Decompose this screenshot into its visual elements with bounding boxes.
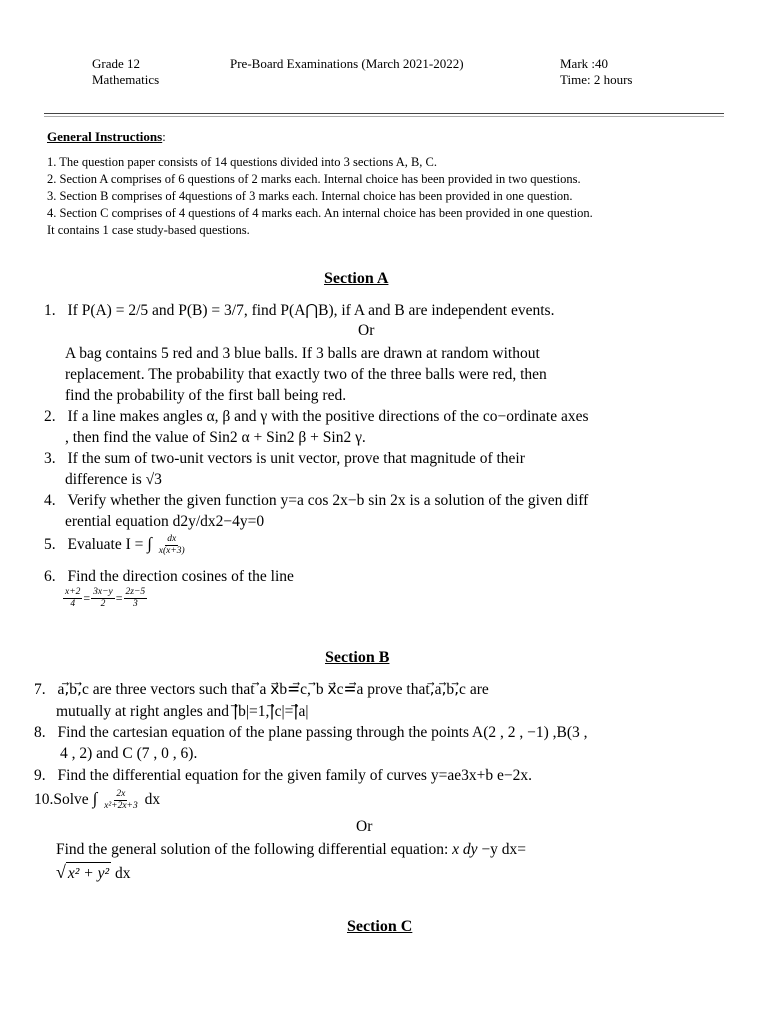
math-expression: x dy [452, 841, 478, 858]
instruction-item: 2. Section A comprises of 6 questions of 2 marks each. Internal choice has been provided in two questions. [47, 172, 581, 186]
question-8 [34, 722, 588, 743]
question-text: If P(A) = 2/5 and P(B) = 3/7, find P(A⋂B), if A and B are independent events. [67, 302, 555, 319]
instructions-heading [47, 128, 166, 146]
question-number: 6. [44, 568, 56, 585]
question-text: Find the differential equation for the given family of curves y=ae3x+b e−2x. [57, 767, 532, 784]
equals-sign: = [115, 591, 123, 606]
question-4 [44, 490, 588, 511]
grade-label: Grade 12 [92, 56, 141, 71]
question-text: a,⃗b,⃗c are three vectors such that ⃗a x⃗b=⃗c, ⃗b x⃗c=⃗a prove that,⃗a,⃗b,⃗c are [57, 681, 489, 698]
denominator: 2 [100, 599, 106, 609]
integral-symbol: ∫ [92, 789, 98, 808]
question-7 [34, 679, 489, 700]
question-1-alt-line: replacement. The probability that exactly two of the three balls were red, then [65, 366, 547, 383]
fraction [91, 587, 115, 610]
question-7-continued: mutually at right angles and |⃗b|=1,|⃗c|=|⃗a| [56, 703, 309, 720]
question-4-continued: erential equation d2y/dx2−4y=0 [65, 513, 265, 530]
numerator: 2x [116, 788, 126, 799]
denominator: x²+2x+3 [104, 800, 138, 811]
numerator: 3x−y [93, 587, 113, 597]
question-number: 4. [44, 492, 56, 509]
question-number: 10. [34, 791, 54, 808]
question-number: 5. [44, 536, 56, 553]
denominator: x(x+3) [158, 545, 185, 556]
question-8-continued: 4 , 2) and C (7 , 0 , 6). [60, 745, 198, 762]
instructions-title: General Instructions [47, 129, 163, 144]
question-10 [34, 788, 160, 812]
header-divider [44, 113, 724, 114]
question-text-tail: dx [111, 865, 131, 882]
integral-symbol: ∫ [147, 534, 152, 553]
question-1 [44, 300, 554, 321]
fraction [63, 587, 82, 610]
instruction-item: 1. The question paper consists of 14 questions divided into 3 sections A, B, C. [47, 155, 438, 169]
question-text: Find the direction cosines of the line [67, 568, 294, 585]
line-equation [62, 587, 148, 610]
sqrt-icon: √ [56, 862, 66, 882]
question-number: 1. [44, 302, 56, 319]
mark-label: Mark :40 [560, 56, 609, 71]
question-text: Verify whether the given function y=a cos 2x−b sin 2x is a solution of the given diff [67, 492, 589, 509]
question-3 [44, 448, 525, 469]
question-number: 8. [34, 724, 46, 741]
question-number: 3. [44, 450, 56, 467]
question-6 [44, 566, 294, 587]
subject-label: Mathematics [92, 72, 160, 87]
equals-sign: = [83, 591, 91, 606]
section-b-title: Section B [325, 649, 390, 666]
exam-title: Pre-Board Examinations (March 2021-2022) [230, 56, 464, 71]
question-text: If the sum of two-unit vectors is unit vector, prove that magnitude of their [67, 450, 525, 467]
question-1-alt-line: A bag contains 5 red and 3 blue balls. If 3 balls are drawn at random without [65, 345, 540, 362]
or-separator: Or [356, 818, 373, 835]
question-2-continued: , then find the value of Sin2 α + Sin2 β + Sin2 γ. [65, 429, 366, 446]
question-text: Find the cartesian equation of the plane passing through the points A(2 , 2 , −1) ,B(3 , [57, 724, 588, 741]
question-5 [44, 533, 188, 557]
question-text: If a line makes angles α, β and γ with the positive directions of the co−ordinate axes [67, 408, 589, 425]
or-separator: Or [358, 322, 375, 339]
question-2 [44, 406, 589, 427]
denominator: 3 [132, 599, 138, 609]
section-c-title: Section C [347, 918, 413, 935]
question-text: Find the general solution of the following differential equation: [56, 841, 453, 858]
question-3-continued: difference is √3 [65, 471, 162, 488]
question-text-tail: dx [140, 791, 161, 808]
question-1-alt-line: find the probability of the first ball being red. [65, 387, 347, 404]
question-number: 2. [44, 408, 56, 425]
denominator: 4 [70, 599, 76, 609]
section-a-title: Section A [324, 270, 389, 287]
question-text: Evaluate I = [67, 536, 148, 553]
question-10-alt [56, 839, 526, 860]
numerator: x+2 [65, 587, 81, 597]
fraction [157, 534, 187, 557]
instruction-item: 4. Section C comprises of 4 questions of 4 marks each. An internal choice has been provided in one question. [47, 206, 593, 220]
sqrt-expression: x² + y² [66, 862, 111, 884]
numerator: 2z−5 [125, 587, 146, 597]
header-divider-shadow [44, 116, 724, 117]
question-10-alt-continued [56, 862, 131, 884]
numerator: dx [167, 533, 177, 544]
instruction-item: 3. Section B comprises of 4questions of 3 marks each. Internal choice has been provided in one question. [47, 189, 573, 203]
time-label: Time: 2 hours [560, 72, 633, 87]
fraction [124, 587, 148, 610]
instruction-item: It contains 1 case study-based questions. [47, 223, 250, 237]
question-9 [34, 765, 532, 786]
question-text: Solve [53, 791, 93, 808]
question-number: 9. [34, 767, 46, 784]
instructions-colon: : [162, 130, 166, 144]
question-number: 7. [34, 681, 46, 698]
question-text-tail: −y dx= [477, 841, 527, 858]
fraction [102, 789, 140, 812]
